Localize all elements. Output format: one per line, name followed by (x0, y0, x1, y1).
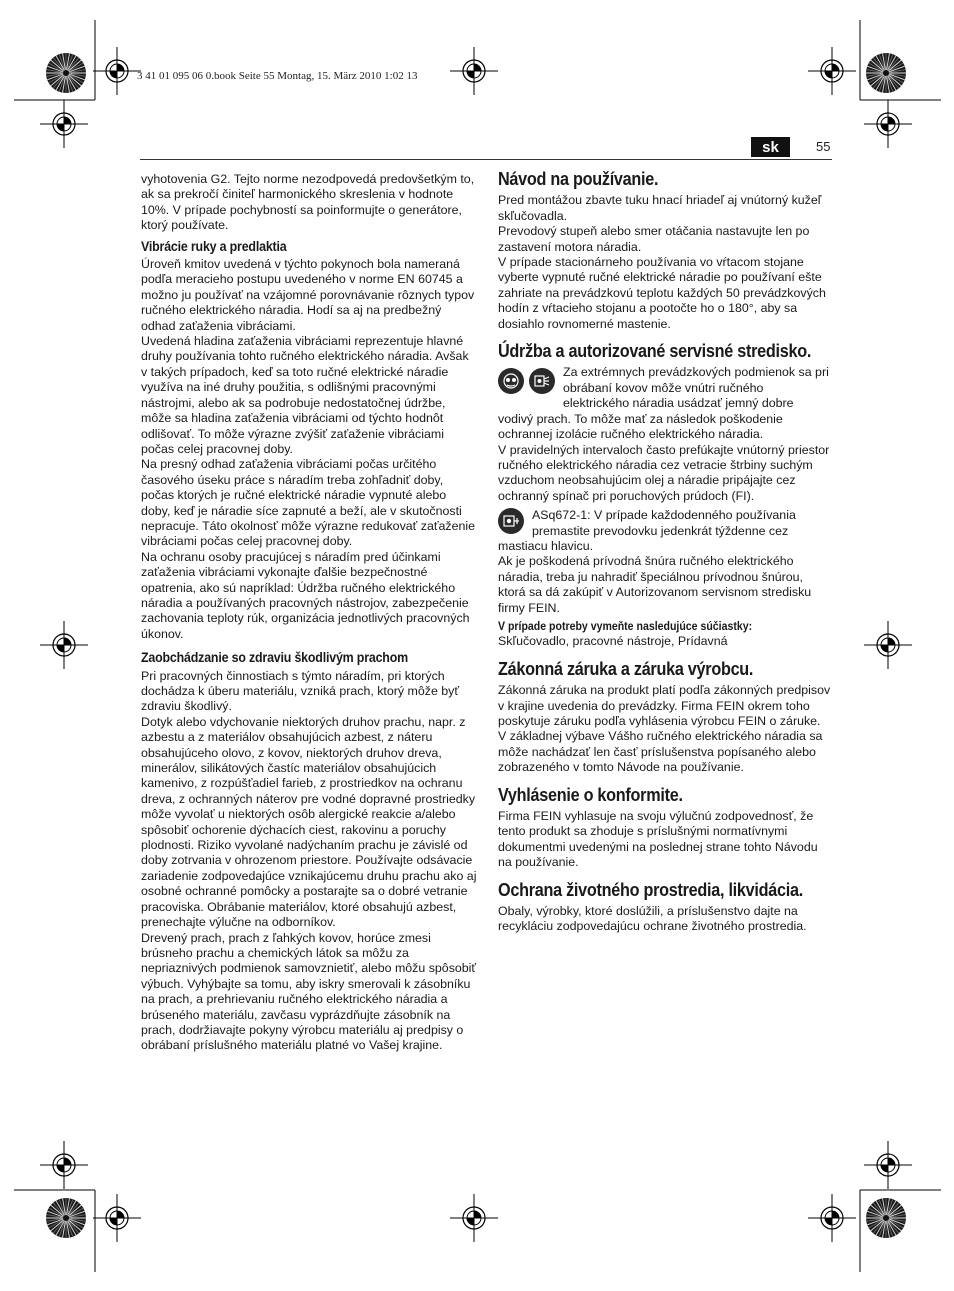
environment-section (498, 879, 832, 935)
warranty-heading: Zákonná záruka a záruka výrobcu. (498, 658, 754, 679)
grease-icon-wrap (498, 508, 524, 534)
registration-mark (864, 100, 912, 148)
header-rule (140, 159, 832, 160)
paragraph: Uvedená hladina zaťaženia vibráciami reprezentuje hlavné druhy používania tohto ručného elektrického náradia. Avšak v takých prípadoch, keď sa toto ručné elektrické náradie využíva na iné druhy použitia, s odlišnými pracovnými nástrojmi, alebo ak sa podrobuje nedostatočnej údržbe, môže sa hladina zaťaženia vibráciami od týchto hodnôt odlišovať. To môže výrazne zvýšiť zaťaženie vibráciami počas celej pracovnej doby. (141, 334, 469, 456)
paragraph: Za extrémnych prevádzkových podmienok sa pri obrábaní kovov môže vnútri ručného elektrického náradia usádzať jemný dobre vodivý prach. To môže mať za následok poškodenie ochrannej izolácie ručného elektrického náradia. (498, 365, 829, 442)
left-column (141, 172, 477, 1054)
page-number: 55 (816, 139, 831, 154)
paragraph: Obaly, výrobky, ktoré doslúžili, a príslušenstvo dajte na recykláciu zodpovedajúcu ochrane životného prostredia. (498, 904, 807, 934)
paragraph: vyhotovenia G2. Tejto norme nezodpovedá predovšetkým to, ak sa prekročí činiteľ harmonického skreslenia v hodnote 10%. V prípade pochybností sa poinformujte o generátore, ktorý používate. (141, 172, 475, 233)
air-blow-icon (529, 368, 555, 394)
conformity-heading: Vyhlásenie o konformite. (498, 784, 683, 805)
star-target (866, 1198, 906, 1238)
paragraph: V prípade stacionárneho používania vo vŕtacom stojane vyberte vypnuté ručné elektrické náradie po používaní ešte zahriate na prevádzkovú teplotu každých 50 prevádzkových hodín z vŕtacieho stojanu a pootočte ho o 180°, aby sa dosiahlo rovnomerné mastenie. (498, 255, 826, 331)
paragraph: ASq672-1: V prípade každodenného používania premastite prevodovku jedenkrát týždenne cez mastiacu hlavicu. (498, 508, 796, 553)
environment-heading: Ochrana životného prostredia, likvidácia. (498, 879, 803, 900)
dust-heading: Zaobchádzanie so zdraviu škodlivým prachom (141, 650, 408, 666)
paragraph: Dotyk alebo vdychovanie niektorých druhov prachu, napr. z azbestu a z materiálov obsahujúcich azbest, z náteru obsahujúceho olovo, z kovov, niektorých druhov dreva, minerálov, silikátových častíc materiálov obsahujúcich kamenivo, z rozpúšťadiel farieb, z prostriedkov na ochranu dreva, z ochranných náterov pre vodné dopravné prostriedky môže vyvolať u niektorých osôb alergické reakcie a/alebo spôsobiť ochorenie dýchacích ciest, rakovinu a poruchy plodnosti. Riziko vyvolané nadýchaním prachu je závislé od doby zotrvania v ohrozenom priestore. Používajte odsávacie zariadenie zodpovedajúce vznikajúcemu druhu prachu ako aj osobné ochranné pomôcky a postarajte sa o dobré vetranie pracoviska. Obrábanie materiálov, ktoré obsahujú azbest, prenechajte výlučne na odborníkov. (141, 714, 477, 930)
warranty-section (498, 658, 832, 776)
registration-mark (450, 47, 498, 95)
vibration-heading: Vibrácie ruky a predlaktia (141, 238, 287, 254)
registration-mark (808, 47, 856, 95)
paragraph: Na ochranu osoby pracujúcej s náradím pred účinkami zaťaženia vibráciami vykonajte ďalšie bezpečnostné opatrenia, ako sú napríklad: Údržba ručného elektrického náradia a používaných pracovných nástrojov, zabezpečenie zachovania teploty rúk, organizácia jednotlivých pracovných úkonov. (141, 549, 470, 641)
maintenance-section (498, 341, 832, 650)
registration-mark (40, 621, 88, 669)
file-header: 3 41 01 095 06 0.book Seite 55 Montag, 15. März 2010 1:02 13 (137, 70, 418, 82)
safety-icons (498, 368, 555, 394)
star-target (866, 53, 906, 93)
usage-heading: Návod na používanie. (498, 169, 659, 189)
paragraph: Zákonná záruka na produkt platí podľa zákonných predpisov v krajine uvedenia do prevádzky. Firma FEIN okrem toho poskytuje záruku podľa vyhlásenia výrobcu FEIN o záruke. (498, 683, 831, 728)
paragraph: Prevodový stupeň alebo smer otáčania nastavujte len po zastavení motora náradia. (498, 224, 810, 254)
language-tag: sk (751, 137, 790, 157)
paragraph: Ak je poškodená prívodná šnúra ručného elektrického náradia, treba ju nahradiť špeciálnou prívodnou šnúrou, ktorá sa dá zakúpiť v Autorizovanom servisnom stredisku firmy FEIN. (498, 554, 812, 615)
right-column (498, 169, 832, 947)
usage-section (498, 169, 832, 332)
paragraph: V pravidelných intervaloch často prefúkajte vnútorný priestor ručného elektrického náradia cez vetracie štrbiny suchým vzduchom neobsahujúcim olej a náradie pripájajte cez ochranný spínač pri poruchových prúdoch (FI). (498, 442, 830, 503)
paragraph: Drevený prach, prach z ľahkých kovov, horúce zmesi brúsneho prachu a chemických látok sa môžu za nepriaznivých podmienok samovznietiť, alebo môžu spôsobiť výbuch. Vyhýbajte sa tomu, aby iskry smerovali k zásobníku na prach, a prehrievaniu ručného elektrického náradia a brúseného materiálu, zavčasu vyprázdňujte zásobník na prach, dodržiavajte pokyny výrobcu materiálu aj predpisy o obrábaní príslušného materiálu platné vo Vašej krajine. (141, 930, 477, 1053)
paragraph: Pred montážou zbavte tuku hnací hriadeľ aj vnútorný kužeľ skľučovadla. (498, 193, 822, 223)
registration-mark (864, 1141, 912, 1189)
maintenance-heading: Údržba a autorizované servisné stredisko. (498, 341, 812, 362)
goggles-icon (498, 368, 524, 394)
paragraph: Firma FEIN vyhlasuje na svoju výlučnú zodpovednosť, že tento produkt sa zhoduje s príslušnými normatívnymi dokumentmi uvedenými na poslednej strane tohto Návodu na používanie. (498, 809, 818, 870)
grease-icon (498, 508, 524, 534)
registration-mark (40, 1141, 88, 1189)
registration-mark (93, 1194, 141, 1242)
star-target (46, 53, 86, 93)
paragraph: Úroveň kmitov uvedená v týchto pokynoch bola nameraná podľa meracieho postupu uvedeného v norme EN 60745 a možno ju používať na vzájomné porovnávanie rôznych typov ručného elektrického náradia. Hodí sa aj na predbežný odhad zaťaženia vibráciami. (141, 257, 475, 333)
registration-mark (93, 47, 141, 95)
registration-mark (864, 621, 912, 669)
parts-list: Skľučovadlo, pracovné nástroje, Prídavná (498, 634, 728, 649)
conformity-section (498, 784, 832, 871)
star-target (46, 1198, 86, 1238)
paragraph: V základnej výbave Vášho ručného elektrického náradia sa môže nachádzať len časť príslušenstva popísaného alebo zobrazeného v tomto Návode na používanie. (498, 729, 823, 775)
registration-mark (40, 100, 88, 148)
paragraph: Pri pracovných činnostiach s týmto náradím, pri ktorých dochádza k úberu materiálu, vzniká prach, ktorý môže byť zdraviu škodlivý. (141, 668, 460, 714)
registration-mark (808, 1194, 856, 1242)
registration-mark (450, 1194, 498, 1242)
paragraph: Na presný odhad zaťaženia vibráciami počas určitého časového úseku práce s náradím treba zohľadniť doby, počas ktorých je ručné elektrické náradie vypnuté alebo doby, keď je náradie síce zapnuté a beží, ale v skutočnosti nepracuje. Táto okolnosť môže výrazne redukovať zaťaženie vibráciami počas celej pracovnej doby. (141, 457, 475, 549)
parts-heading: V prípade potreby vymeňte nasledujúce súčiastky: (498, 618, 753, 633)
